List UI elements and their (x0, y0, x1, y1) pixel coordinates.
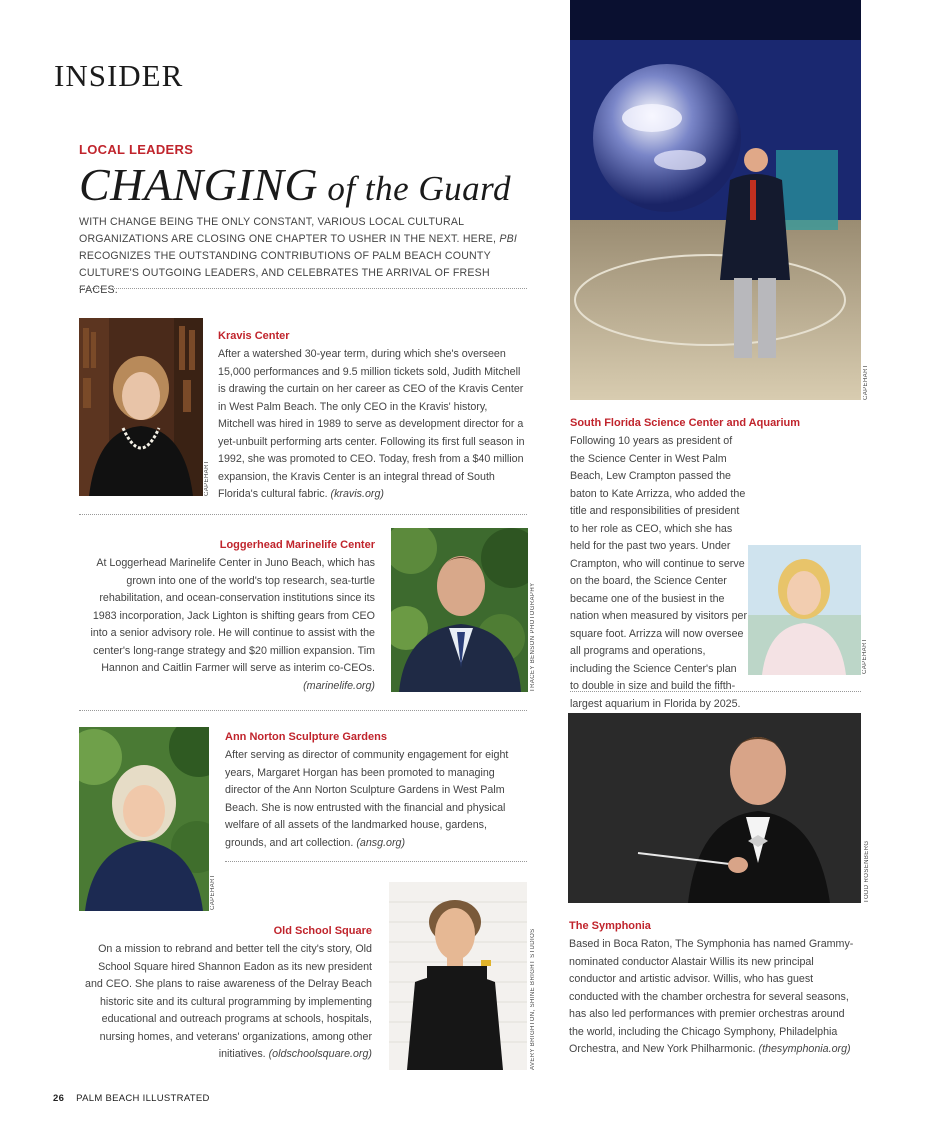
kravis-link[interactable]: (kravis.org) (330, 488, 384, 500)
science-body-text: Following 10 years as president of the Science Center in West Palm Beach, Lew Crampton passed the baton to Kate Arrizza, who added the title and responsibilities of president to her role as CEO, which she has held for the past two years. Under Crampton, who will continue to serve on the board, the Science Center became one of the busiest in the nation when measured by visitors per square foot. Arrizza will now oversee all programs and operations, including the Science Center's plan to double in size and build the fifth-largest aquarium in Florida by 2025. (570, 435, 748, 710)
loggerhead-body-text: At Loggerhead Marinelife Center in Juno Beach, which has grown into one of the world's top research, sea-turtle rehabilitation, and ocean-conservation institutions since its 1983 incorporation, Jack Lighton is shifting gears from CEO into a senior advisory role. He will continue to assist with the center's long-range strategy and $20 million expansion. Tim Hannon and Caitlin Farmer will serve as interim co-CEOs. (90, 557, 375, 674)
ann-norton-photo (79, 727, 209, 911)
kravis-photo (79, 318, 203, 496)
intro-text-2: RECOGNIZES THE OUTSTANDING CONTRIBUTIONS OF PALM BEACH COUNTY CULTURE'S OUTGOING LEADERS, AND CELEBRATES THE ARRIVAL OF FRESH FACES. (79, 250, 491, 296)
headline-sub: of the Guard (318, 169, 511, 208)
kravis-title: Kravis Center (218, 330, 290, 342)
masthead: INSIDER (54, 58, 184, 93)
kravis-photo-credit: CAPEHART (204, 460, 210, 496)
old-school-body-text: On a mission to rebrand and better tell the city's story, Old School Square hired Shannon Eadon as its new president and CEO. She plans to raise awareness of the Delray Beach historic site and its cultural programming by implementing educational and outreach programs at schools, hospitals, nursing homes, and veterans' organizations, among other initiatives. (85, 943, 372, 1060)
science-title: South Florida Science Center and Aquarium (570, 417, 801, 429)
ann-norton-photo-credit: CAPEHART (210, 874, 216, 910)
arrizza-photo (748, 545, 861, 675)
science-top-photo-credit: CAPEHART (863, 364, 869, 400)
ann-norton-body-text: After serving as director of community engagement for eight years, Margaret Horgan has been promoted to managing director of the Ann Norton Sculpture Gardens in West Palm Beach. She is now entrusted with the financial and physical welfare of all assets of the landmarked house, gardens, grounds, and art collection. (225, 749, 509, 849)
loggerhead-photo (391, 528, 528, 692)
symphonia-photo-credit: TODD ROSENBERG (864, 840, 870, 903)
symphonia-title: The Symphonia (569, 920, 651, 932)
intro-text-1: WITH CHANGE BEING THE ONLY CONSTANT, VARIOUS LOCAL CULTURAL ORGANIZATIONS ARE CLOSING ONE CHAPTER TO USHER IN THE NEXT. HERE, (79, 216, 500, 245)
publication-name: PALM BEACH ILLUSTRATED (76, 1093, 210, 1104)
page-footer (53, 1093, 210, 1104)
old-school-body (79, 941, 372, 1064)
loggerhead-body (79, 555, 375, 695)
science-small-photo-credit: CAPEHART (862, 638, 868, 674)
kicker: LOCAL LEADERS (79, 142, 194, 157)
loggerhead-title: Loggerhead Marinelife Center (219, 539, 375, 551)
symphonia-body (569, 936, 861, 1059)
divider (79, 710, 527, 711)
science-center-photo (570, 0, 861, 400)
ann-norton-body (225, 747, 527, 852)
headline (79, 158, 511, 211)
old-school-photo (389, 882, 527, 1070)
science-body (570, 433, 748, 731)
kravis-body-text: After a watershed 30-year term, during which she's overseen 15,000 performances and 9.5 million tickets sold, Judith Mitchell is drawing the curtain on her career as CEO of the Kravis Center in West Palm Beach. The only CEO in the Kravis' history, Mitchell was hired in 1989 to serve as development director for a yet-unbuilt performing arts center. Following its first full season in 1992, she was promoted to CEO. Today, fresh from a $40 million expansion, the Kravis Center is an integral thread of South Florida's cultural fabric. (218, 348, 525, 500)
old-school-title: Old School Square (273, 925, 372, 937)
loggerhead-photo-credit: TRACEY BENSON PHOTOGRAPHY (530, 582, 536, 692)
old-school-link[interactable]: (oldschoolsquare.org) (268, 1048, 372, 1060)
old-school-photo-credit: AVERY BRIGHTON, SHINE BRIGHT STUDIOS (530, 928, 536, 1070)
divider (79, 288, 527, 289)
symphonia-body-text: Based in Boca Raton, The Symphonia has named Grammy-nominated conductor Alastair Willis its new principal conductor and artistic advisor. Willis, who has guest conducted with the chamber orchestra for several seasons, has also led performances with premier orchestras around the world, including the Chicago Symphony, Philadelphia Orchestra, and New York Philharmonic. (569, 938, 854, 1055)
intro-deck (79, 214, 529, 299)
divider (79, 514, 527, 515)
loggerhead-link[interactable]: (marinelife.org) (303, 679, 375, 692)
divider (225, 861, 527, 862)
symphonia-photo (568, 713, 861, 903)
symphonia-link[interactable]: (thesymphonia.org) (758, 1043, 851, 1055)
page-number: 26 (53, 1093, 65, 1104)
ann-norton-title: Ann Norton Sculpture Gardens (225, 731, 387, 743)
divider (570, 691, 861, 692)
intro-italic: PBI (499, 233, 518, 245)
ann-norton-link[interactable]: (ansg.org) (356, 836, 406, 849)
kravis-body (218, 346, 526, 504)
headline-main: CHANGING (79, 159, 319, 210)
